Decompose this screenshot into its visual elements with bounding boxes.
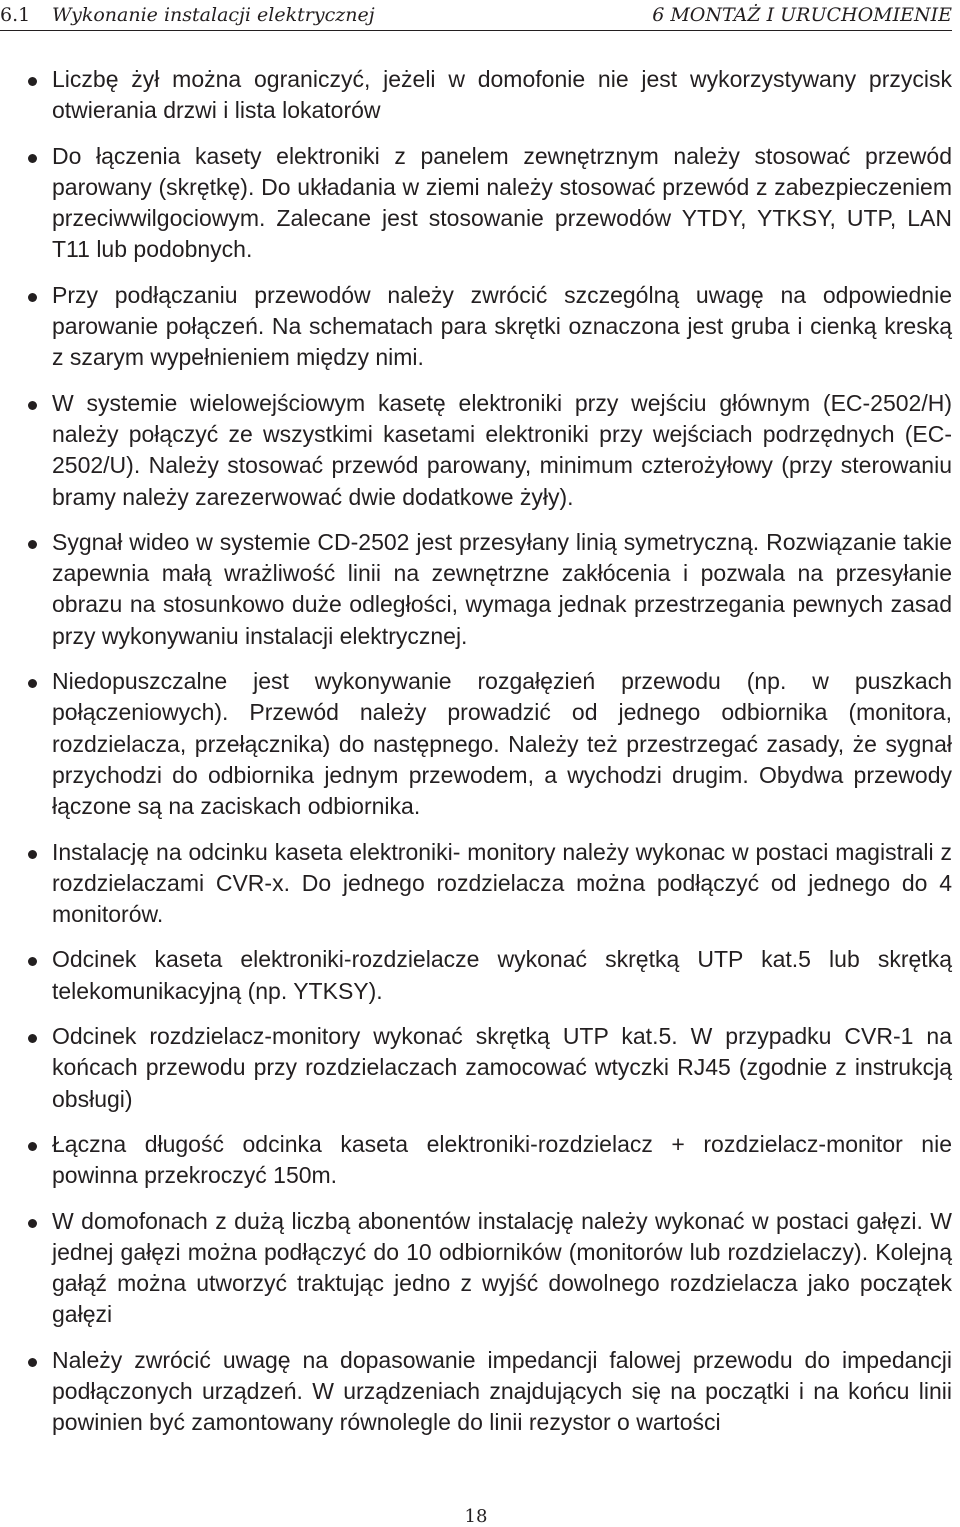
list-item-text: Przy podłączaniu przewodów należy zwrócić szczególną uwagę na odpowiednie parowanie połączeń. Na schematach para skrętki oznaczona jest gruba i cienką kreską z szarym wypełnieniem między nimi. bbox=[52, 281, 952, 371]
list-item-text: W domofonach z dużą liczbą abonentów instalację należy wykonać w postaci gałęzi. W jednej gałęzi można podłączyć do 10 odbiorników (monitorów lub rozdzielaczy). Kolejną gałąź można utworzyć traktując jedno z wyjść dowolnego rozdzielacza jako początek gałęzi bbox=[52, 1207, 952, 1328]
bullet-icon bbox=[28, 1358, 37, 1367]
list-item-text: W systemie wielowejściowym kasetę elektroniki przy wejściu głównym (EC-2502/H) należy połączyć ze wszystkimi kasetami elektroniki przy wejściach podrzędnych (EC-2502/U). Należy stosować przewód parowany, minimum czterożyłowy (przy sterowaniu bramy należy zarezerwować dwie dodatkowe żyły). bbox=[52, 389, 952, 510]
list-item-text: Odcinek kaseta elektroniki-rozdzielacze wykonać skrętką UTP kat.5 lub skrętką telekomunikacyjną (np. YTKSY). bbox=[52, 946, 952, 1004]
list-item bbox=[0, 1345, 952, 1439]
list-item-text: Odcinek rozdzielacz-monitory wykonać skrętką UTP kat.5. W przypadku CVR-1 na końcach przewodu przy rozdzielaczach zamocować wtyczki RJ45 (zgodnie z instrukcją obsługi) bbox=[52, 1023, 952, 1112]
list-item-text: Łączna długość odcinka kaseta elektroniki-rozdzielacz + rozdzielacz-monitor nie powinna przekroczyć 150m. bbox=[52, 1130, 952, 1189]
list-item-text: Do łączenia kasety elektroniki z panelem zewnętrznym należy stosować przewód parowany (skrętkę). Do układania w ziemi należy stosować przewód z zabezpieczeniem przeciwwilgociowym. Zalecane jest stosowanie przewodów YTDY, YTKSY, UTP, LAN T11 lub podobnych. bbox=[52, 142, 952, 263]
list-item-text: Instalację na odcinku kaseta elektroniki- monitory należy wykonac w postaci magistrali z rozdzielaczami CVR-x. Do jednego rozdzielacza można podłączyć od jednego do 4 monitorów. bbox=[52, 838, 952, 928]
header-section-number: 6.1 bbox=[0, 4, 31, 26]
page-number: 18 bbox=[464, 1506, 488, 1527]
list-item bbox=[0, 1129, 952, 1192]
list-item-text: Liczbę żył można ograniczyć, jeżeli w domofonie nie jest wykorzystywany przycisk otwierania drzwi i lista lokatorów bbox=[52, 66, 952, 124]
bullet-icon bbox=[28, 540, 37, 549]
header-section-title: Wykonanie instalacji elektrycznej bbox=[52, 4, 375, 26]
list-item bbox=[0, 1021, 952, 1115]
bullet-icon bbox=[28, 1219, 37, 1228]
bullet-icon bbox=[28, 154, 37, 163]
list-item bbox=[0, 666, 952, 822]
bullet-icon bbox=[28, 1034, 37, 1043]
list-item bbox=[0, 527, 952, 652]
list-item-text: Należy zwrócić uwagę na dopasowanie impedancji falowej przewodu do impedancji podłączonych urządzeń. W urządzeniach znajdujących się na początki i na końcu linii powinien być zamontowany równolegle do linii rezystor o wartości bbox=[52, 1346, 952, 1436]
bullet-icon bbox=[28, 957, 37, 966]
bullet-icon bbox=[28, 293, 37, 302]
list-item bbox=[0, 388, 952, 513]
list-item bbox=[0, 837, 952, 931]
list-item-text: Niedopuszczalne jest wykonywanie rozgałęzień przewodu (np. w puszkach połączeniowych). Przewód należy prowadzić od jednego odbiornika (monitora, rozdzielacza, przełącznika) do następnego. Należy też przestrzegać zasady, że sygnał przychodzi do odbiornika jednym przewodem, a wychodzi drugim. Obydwa przewody łączone są na zaciskach odbiornika. bbox=[52, 668, 952, 820]
running-header bbox=[0, 4, 952, 31]
bullet-icon bbox=[28, 679, 37, 688]
bullet-icon bbox=[28, 850, 37, 859]
list-item bbox=[0, 141, 952, 266]
list-item bbox=[0, 64, 952, 127]
bullet-list bbox=[0, 64, 952, 1453]
header-chapter-title: 6 MONTAŻ I URUCHOMIENIE bbox=[652, 4, 952, 26]
list-item bbox=[0, 280, 952, 374]
list-item-text: Sygnał wideo w systemie CD-2502 jest przesyłany linią symetryczną. Rozwiązanie takie zapewnia małą wrażliwość linii na zewnętrzne zakłócenia i pozwala na przesyłanie obrazu na stosunkowo duże odległości, wymaga jednak przestrzegania pewnych zasad przy wykonywaniu instalacji elektrycznej. bbox=[52, 528, 952, 649]
list-item bbox=[0, 944, 952, 1007]
bullet-icon bbox=[28, 401, 37, 410]
bullet-icon bbox=[28, 77, 37, 86]
list-item bbox=[0, 1206, 952, 1331]
bullet-icon bbox=[28, 1142, 37, 1151]
